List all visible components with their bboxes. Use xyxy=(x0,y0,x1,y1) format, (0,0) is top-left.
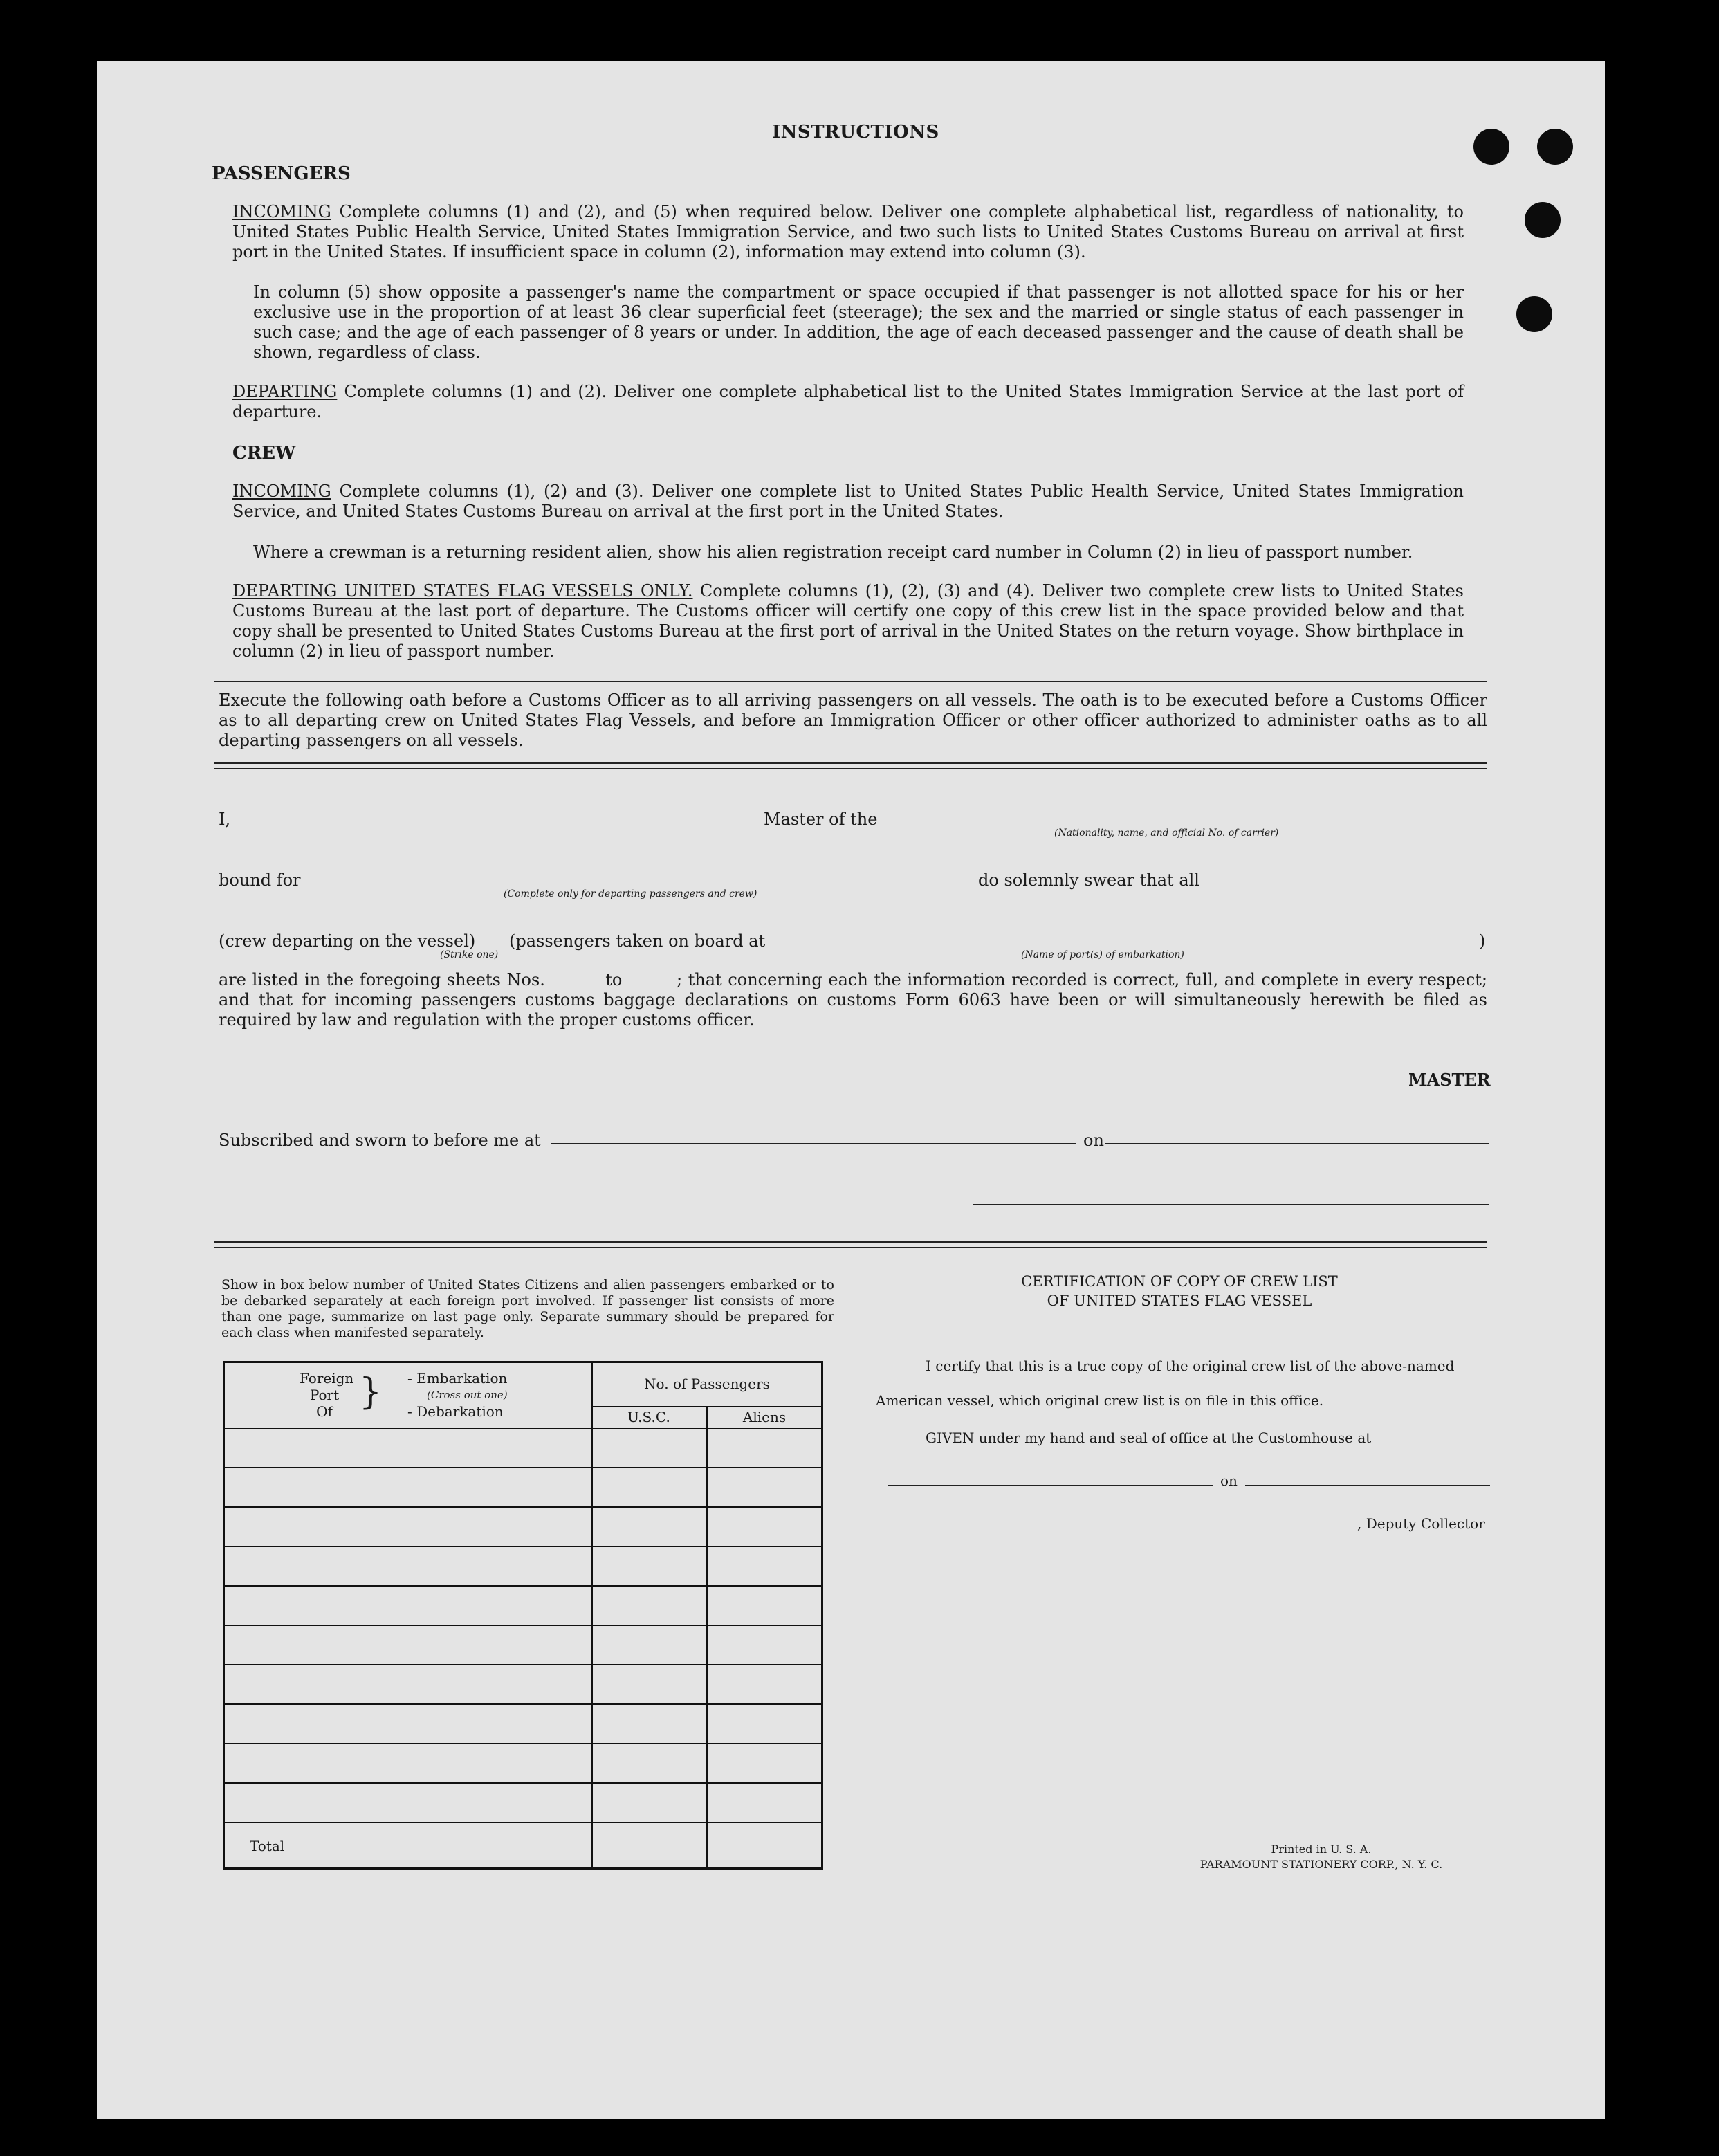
bound-for-note: (Complete only for departing passengers and crew) xyxy=(504,888,757,899)
printer-name: PARAMOUNT STATIONERY CORP., N. Y. C. xyxy=(1199,1858,1443,1871)
header-cross-out: (Cross out one) xyxy=(427,1389,508,1401)
table-row xyxy=(225,1467,821,1468)
sworn-place-field[interactable] xyxy=(551,1143,1076,1144)
incoming-label: INCOMING xyxy=(232,202,331,221)
swear-label: do solemnly swear that all xyxy=(978,870,1199,890)
header-debarkation[interactable]: - Debarkation xyxy=(407,1403,504,1420)
sworn-on-label: on xyxy=(1083,1131,1104,1150)
resident-alien-paragraph: Where a crewman is a returning resident alien, show his alien registration receipt card number in Column (2) in lieu of passport number. xyxy=(253,542,1413,562)
given-under-line: GIVEN under my hand and seal of office at the Customhouse at xyxy=(926,1429,1372,1446)
divider xyxy=(214,768,1487,769)
carrier-note: (Nationality, name, and official No. of carrier) xyxy=(1054,828,1279,839)
master-label: MASTER xyxy=(1408,1070,1491,1090)
passengers-taken-option[interactable]: (passengers taken on board at xyxy=(509,931,766,951)
printed-in-usa: Printed in U. S. A. xyxy=(1271,1843,1372,1856)
aliens-header: Aliens xyxy=(742,1409,787,1425)
master-of-the-label: Master of the xyxy=(764,810,878,829)
foreign-port-of-header xyxy=(300,1370,354,1420)
officer-signature-field[interactable] xyxy=(973,1204,1489,1205)
binder-hole xyxy=(1525,202,1561,238)
passengers-departing-paragraph xyxy=(232,382,1464,422)
oath-intro: Execute the following oath before a Customs Officer as to all arriving passengers on all vessels. The oath is to be executed before a Customs Officer as to all departing crew on United States Flag Vessels, and before an Immigration Officer or other officer authorized to administer oaths as to all departing passengers on all vessels. xyxy=(219,691,1487,750)
no-of-passengers-header: No. of Passengers xyxy=(644,1376,770,1392)
certification-title-line1: CERTIFICATION OF COPY OF CREW LIST xyxy=(1021,1273,1338,1290)
table-row xyxy=(225,1506,821,1508)
listed-text-b: ; that concerning each the information recorded is correct, full, and complete in every respect; and that for incoming passengers customs baggage declarations on customs Form 6063 have been or will simultaneously herewith be filed as required by law and regulation with the proper customs officer. xyxy=(219,970,1487,1030)
table-divider xyxy=(591,1406,821,1407)
table-row xyxy=(225,1546,821,1547)
certification-title xyxy=(872,1272,1487,1310)
divider xyxy=(214,1241,1487,1243)
divider xyxy=(214,762,1487,764)
flag-vessels-paragraph xyxy=(232,581,1464,661)
subscribed-label: Subscribed and sworn to before me at xyxy=(219,1131,541,1150)
embarkation-debarkation-header xyxy=(407,1370,508,1420)
table-row xyxy=(225,1664,821,1665)
header-of: Of xyxy=(316,1403,333,1420)
listed-text-a: are listed in the foregoing sheets Nos. xyxy=(219,970,545,989)
certification-on-label: on xyxy=(1220,1472,1238,1489)
table-row xyxy=(225,1782,821,1784)
header-port: Port xyxy=(309,1387,340,1403)
bound-for-label: bound for xyxy=(219,870,301,890)
close-paren: ) xyxy=(1479,931,1486,951)
crew-incoming-paragraph xyxy=(232,482,1464,522)
printer-imprint xyxy=(1176,1842,1467,1872)
crew-incoming-label: INCOMING xyxy=(232,482,331,501)
crew-departing-option[interactable]: (crew departing on the vessel) xyxy=(219,931,476,951)
table-row xyxy=(225,1822,821,1823)
ports-note: (Name of port(s) of embarkation) xyxy=(1021,949,1184,960)
departing-label: DEPARTING xyxy=(232,382,338,401)
table-row xyxy=(225,1625,821,1626)
certification-date-field[interactable] xyxy=(1245,1485,1490,1486)
passengers-heading: PASSENGERS xyxy=(212,163,351,184)
certification-title-line2: OF UNITED STATES FLAG VESSEL xyxy=(1047,1292,1312,1309)
binder-hole xyxy=(1473,129,1509,165)
passengers-incoming-paragraph xyxy=(232,202,1464,262)
oath-i-label: I, xyxy=(219,810,231,829)
table-row xyxy=(225,1743,821,1744)
divider xyxy=(214,1247,1487,1248)
page-title: INSTRUCTIONS xyxy=(772,122,939,143)
table-row xyxy=(225,1703,821,1705)
total-label: Total xyxy=(250,1838,285,1854)
binder-hole xyxy=(1516,296,1552,332)
flag-vessels-label: DEPARTING UNITED STATES FLAG VESSELS ONLY. xyxy=(232,581,693,601)
divider xyxy=(214,681,1487,682)
header-embarkation[interactable]: - Embarkation xyxy=(407,1370,508,1387)
table-divider xyxy=(225,1428,821,1429)
header-foreign: Foreign xyxy=(300,1370,354,1387)
listed-to: to xyxy=(605,970,623,989)
passenger-summary-table xyxy=(223,1361,823,1870)
strike-one-note: (Strike one) xyxy=(440,949,499,960)
usc-header: U.S.C. xyxy=(627,1409,670,1425)
column5-paragraph: In column (5) show opposite a passenger's name the compartment or space occupied if that passenger is not allotted space for his or her exclusive use in the proportion of at least 36 clear superficial feet (steerage); the sex and the married or single status of each passenger in such case; and the age of each passenger of 8 years or under. In addition, the age of each deceased passenger and the cause of death shall be shown, regardless of class. xyxy=(253,282,1464,362)
flag-vessels-text: Complete columns (1), (2), (3) and (4). Deliver two complete crew lists to United States Customs Bureau at the last port of departure. The Customs officer will certify one copy of this crew list in the space provided below and that copy shall be presented to United States Customs Bureau at the first port of arrival in the United States on the return voyage. Show birthplace in column (2) in lieu of passport number. xyxy=(232,581,1464,661)
binder-hole xyxy=(1537,129,1573,165)
table-divider xyxy=(706,1406,708,1867)
summary-note: Show in box below number of United States Citizens and alien passengers embarked or to be debarked separately at each foreign port involved. If passenger list consists of more than one page, summarize on last page only. Separate summary should be prepared for each class when manifested separately. xyxy=(221,1277,834,1340)
table-row xyxy=(225,1585,821,1587)
table-divider xyxy=(591,1363,593,1867)
departing-text: Complete columns (1) and (2). Deliver one complete alphabetical list to the United States Immigration Service at the last port of departure. xyxy=(232,382,1464,421)
sworn-date-field[interactable] xyxy=(1105,1143,1489,1144)
customhouse-field[interactable] xyxy=(888,1485,1213,1486)
certify-line: I certify that this is a true copy of the original crew list of the above-named xyxy=(926,1358,1455,1374)
crew-heading: CREW xyxy=(232,443,296,464)
incoming-text: Complete columns (1) and (2), and (5) when required below. Deliver one complete alphabetical list, regardless of nationality, to United States Public Health Service, United States Immigration Service, and two such lists to United States Customs Bureau on arrival at first port in the United States. If insufficient space in column (2), information may extend into column (3). xyxy=(232,202,1464,262)
american-vessel-line: American vessel, which original crew list is on file in this office. xyxy=(876,1392,1324,1409)
deputy-collector-label: , Deputy Collector xyxy=(1357,1515,1485,1532)
listed-paragraph xyxy=(219,970,1487,1030)
crew-incoming-text: Complete columns (1), (2) and (3). Deliver one complete list to United States Public Health Service, United States Immigration Service, and United States Customs Bureau on arrival at the first port in the United States. xyxy=(232,482,1464,521)
brace-symbol: } xyxy=(359,1371,383,1413)
